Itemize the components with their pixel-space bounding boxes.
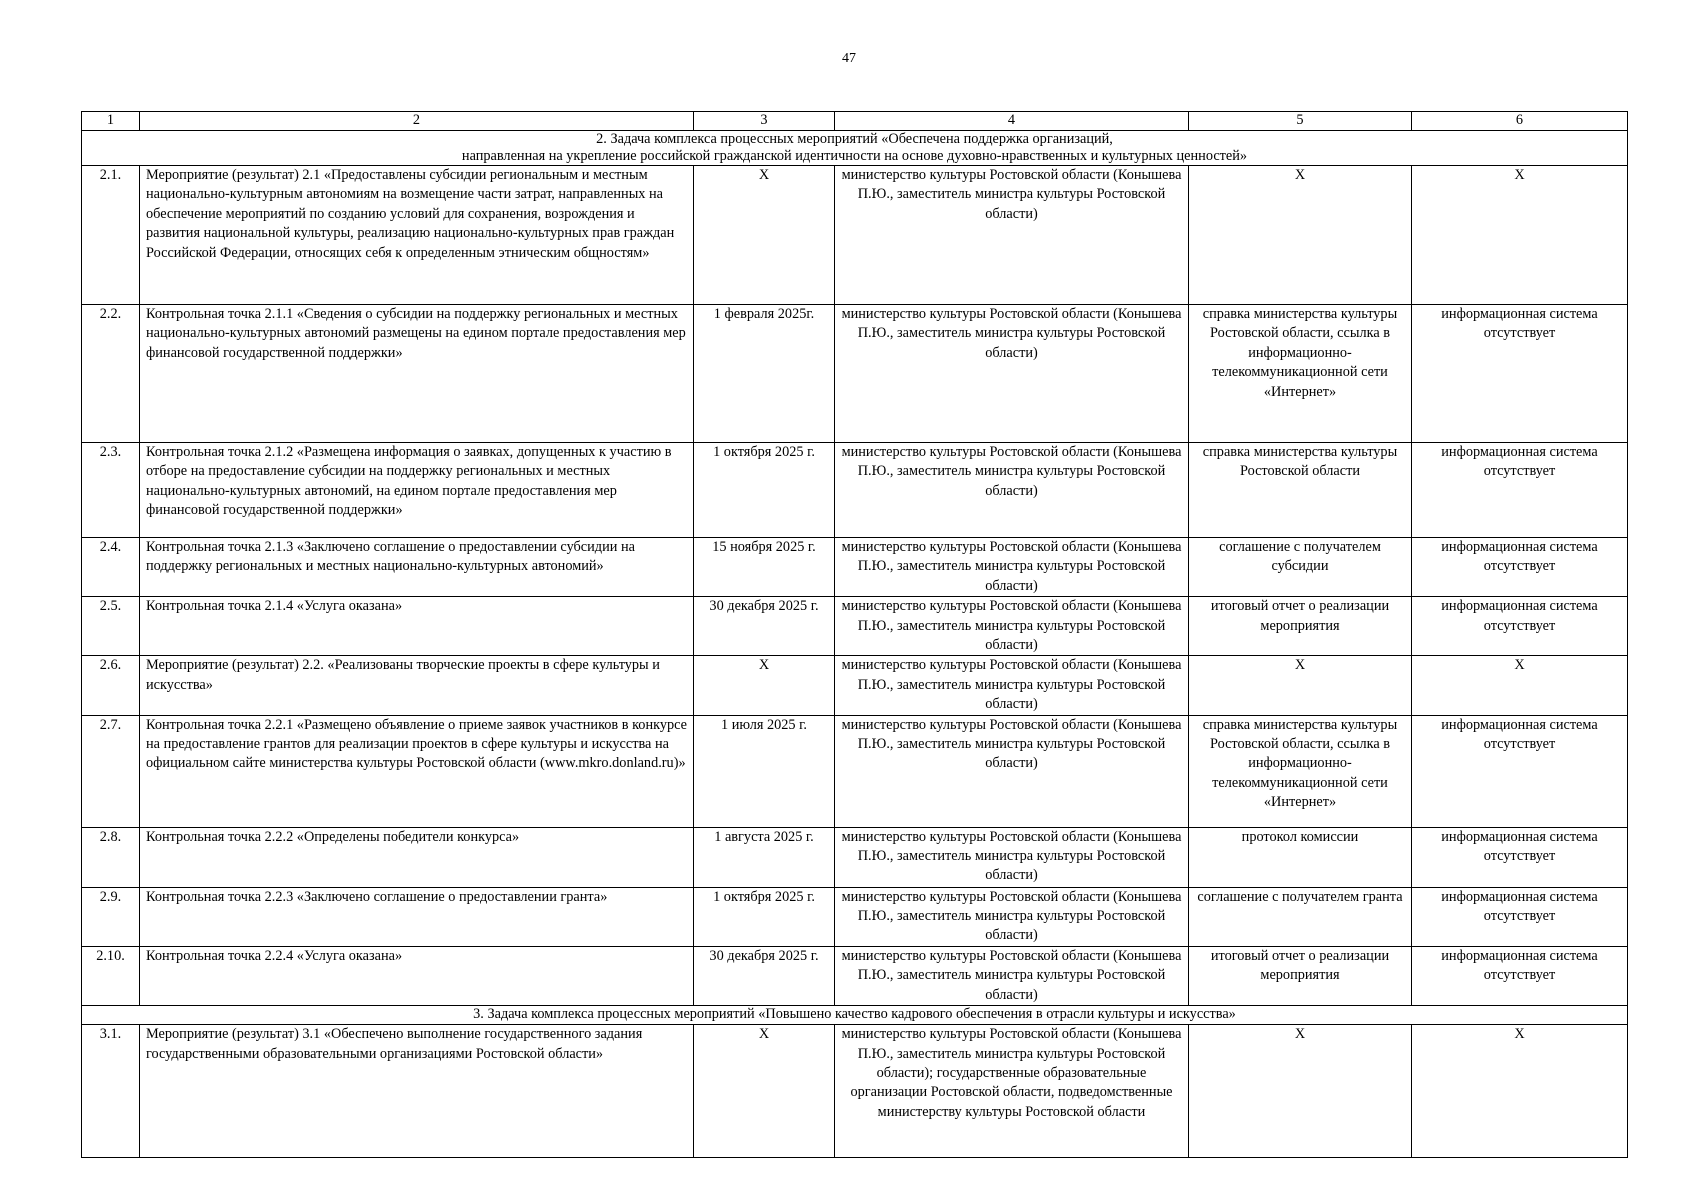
section-title [82,131,1628,166]
section-title-line: 2. Задача комплекса процессных мероприятий «Обеспечена поддержка организаций, [596,131,1113,147]
row-date: 1 февраля 2025г. [694,305,835,443]
row-date: 15 ноября 2025 г. [694,538,835,597]
row-responsible: министерство культуры Ростовской области (Конышева П.Ю., заместитель министра культуры Ростовской области) [835,656,1189,715]
table-row [82,305,1628,443]
row-document: Х [1189,166,1412,305]
column-number: 6 [1412,112,1628,131]
row-description: Мероприятие (результат) 2.1 «Предоставлены субсидии региональным и местным национально-культурным автономиям на возмещение части затрат, направленных на обеспечение мероприятий по созданию условий для сохранения, возрождения и развития национальной культуры, реализацию национально-культурных прав граждан Российской Федерации, относящих себя к определенным этническим общностям» [140,166,694,305]
table-row [82,946,1628,1005]
row-description: Контрольная точка 2.2.4 «Услуга оказана» [140,946,694,1005]
row-information-system: информационная система отсутствует [1412,946,1628,1005]
row-description: Контрольная точка 2.1.1 «Сведения о субсидии на поддержку региональных и местных национально-культурных автономий размещены на едином портале предоставления мер финансовой государственной поддержки» [140,305,694,443]
row-description: Контрольная точка 2.1.3 «Заключено соглашение о предоставлении субсидии на поддержку региональных и местных национально-культурных автономий» [140,538,694,597]
table-row [82,443,1628,538]
column-number: 3 [694,112,835,131]
row-responsible: министерство культуры Ростовской области (Конышева П.Ю., заместитель министра культуры Ростовской области) [835,166,1189,305]
row-date: Х [694,1025,835,1158]
row-information-system: информационная система отсутствует [1412,715,1628,827]
row-number: 2.10. [82,946,140,1005]
section-title [82,1006,1628,1025]
row-date: 1 августа 2025 г. [694,827,835,887]
row-date: 1 октября 2025 г. [694,443,835,538]
row-document: справка министерства культуры Ростовской области [1189,443,1412,538]
row-number: 3.1. [82,1025,140,1158]
row-number: 2.6. [82,656,140,715]
row-responsible: министерство культуры Ростовской области (Конышева П.Ю., заместитель министра культуры Ростовской области) [835,597,1189,656]
row-number: 2.1. [82,166,140,305]
row-document: Х [1189,1025,1412,1158]
page-number: 47 [842,51,856,66]
column-number-row [82,112,1628,131]
row-description: Контрольная точка 2.2.1 «Размещено объявление о приеме заявок участников в конкурсе на предоставление грантов для реализации проектов в сфере культуры и искусства на официальном сайте министерства культуры Ростовской области (www.mkro.donland.ru)» [140,715,694,827]
row-number: 2.2. [82,305,140,443]
table-row [82,887,1628,946]
row-date: 30 декабря 2025 г. [694,597,835,656]
row-number: 2.9. [82,887,140,946]
table-row [82,597,1628,656]
table-row [82,827,1628,887]
row-date: Х [694,656,835,715]
column-number: 4 [835,112,1189,131]
column-number: 1 [82,112,140,131]
row-responsible: министерство культуры Ростовской области (Конышева П.Ю., заместитель министра культуры Ростовской области) [835,538,1189,597]
row-document: итоговый отчет о реализации мероприятия [1189,946,1412,1005]
table-row [82,656,1628,715]
table-row [82,538,1628,597]
table-row [82,715,1628,827]
row-description: Контрольная точка 2.1.2 «Размещена информация о заявках, допущенных к участию в отборе на предоставление субсидии на поддержку региональных и местных национально-культурных автономий, на едином портале предоставления мер финансовой государственной поддержки» [140,443,694,538]
row-document: итоговый отчет о реализации мероприятия [1189,597,1412,656]
activities-table [81,111,1628,1158]
row-information-system: Х [1412,166,1628,305]
row-responsible: министерство культуры Ростовской области (Конышева П.Ю., заместитель министра культуры Ростовской области) [835,715,1189,827]
row-document: соглашение с получателем гранта [1189,887,1412,946]
row-number: 2.3. [82,443,140,538]
column-number: 2 [140,112,694,131]
row-number: 2.7. [82,715,140,827]
row-responsible: министерство культуры Ростовской области (Конышева П.Ю., заместитель министра культуры Ростовской области) [835,443,1189,538]
row-information-system: информационная система отсутствует [1412,443,1628,538]
row-description: Мероприятие (результат) 3.1 «Обеспечено выполнение государственного задания государственными образовательными организациями Ростовской области» [140,1025,694,1158]
row-information-system: информационная система отсутствует [1412,538,1628,597]
row-responsible: министерство культуры Ростовской области (Конышева П.Ю., заместитель министра культуры Ростовской области) [835,946,1189,1005]
section-title-line: 3. Задача комплекса процессных мероприятий «Повышено качество кадрового обеспечения в отрасли культуры и искусства» [473,1006,1236,1023]
table-row [82,1025,1628,1158]
row-document: Х [1189,656,1412,715]
row-information-system: информационная система отсутствует [1412,887,1628,946]
row-description: Контрольная точка 2.2.2 «Определены победители конкурса» [140,827,694,887]
row-date: 30 декабря 2025 г. [694,946,835,1005]
row-date: 1 октября 2025 г. [694,887,835,946]
row-information-system: информационная система отсутствует [1412,305,1628,443]
row-number: 2.4. [82,538,140,597]
row-document: справка министерства культуры Ростовской области, ссылка в информационно-телекоммуникационной сети «Интернет» [1189,715,1412,827]
row-responsible: министерство культуры Ростовской области (Конышева П.Ю., заместитель министра культуры Ростовской области); государственные образовательные организации Ростовской области, подведомственные министерству культуры Ростовской области [835,1025,1189,1158]
row-information-system: Х [1412,1025,1628,1158]
row-number: 2.8. [82,827,140,887]
row-date: Х [694,166,835,305]
row-date: 1 июля 2025 г. [694,715,835,827]
row-information-system: информационная система отсутствует [1412,597,1628,656]
row-responsible: министерство культуры Ростовской области (Конышева П.Ю., заместитель министра культуры Ростовской области) [835,887,1189,946]
row-document: справка министерства культуры Ростовской области, ссылка в информационно-телекоммуникационной сети «Интернет» [1189,305,1412,443]
row-number: 2.5. [82,597,140,656]
row-responsible: министерство культуры Ростовской области (Конышева П.Ю., заместитель министра культуры Ростовской области) [835,827,1189,887]
section-header-row [82,131,1628,166]
row-information-system: Х [1412,656,1628,715]
row-description: Контрольная точка 2.2.3 «Заключено соглашение о предоставлении гранта» [140,887,694,946]
row-description: Мероприятие (результат) 2.2. «Реализованы творческие проекты в сфере культуры и искусства» [140,656,694,715]
table-row [82,166,1628,305]
row-description: Контрольная точка 2.1.4 «Услуга оказана» [140,597,694,656]
row-document: соглашение с получателем субсидии [1189,538,1412,597]
section-title-line: направленная на укрепление российской гражданской идентичности на основе духовно-нравственных и культурных ценностей» [461,148,1248,164]
row-document: протокол комиссии [1189,827,1412,887]
row-information-system: информационная система отсутствует [1412,827,1628,887]
column-number: 5 [1189,112,1412,131]
section-header-row [82,1006,1628,1025]
row-responsible: министерство культуры Ростовской области (Конышева П.Ю., заместитель министра культуры Ростовской области) [835,305,1189,443]
